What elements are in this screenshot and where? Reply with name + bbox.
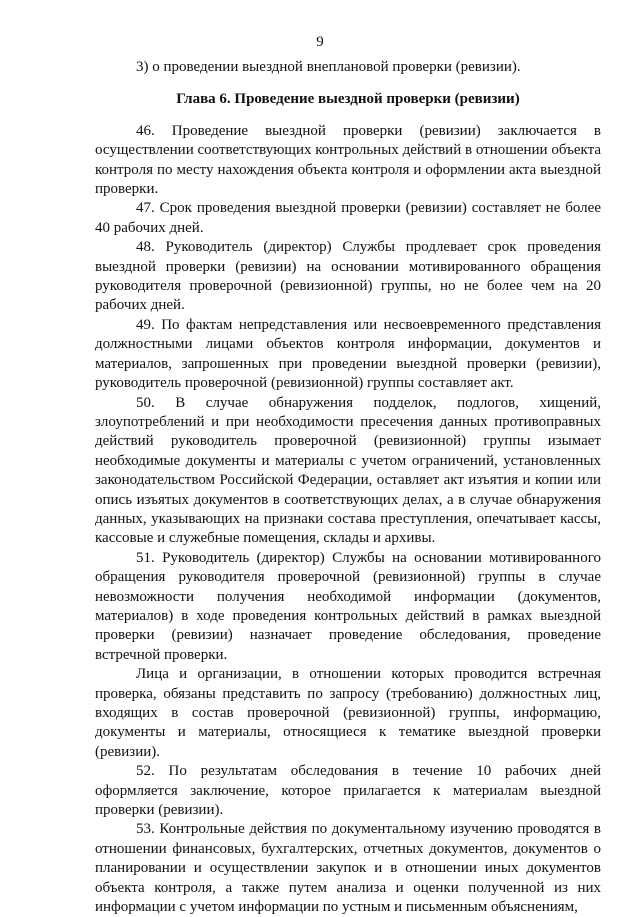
page-number: 9: [316, 34, 324, 50]
chapter-title: Глава 6. Проведение выездной проверки (ревизии): [176, 91, 520, 108]
paragraph-47: 47. Срок проведения выездной проверки (ревизии) составляет не более 40 рабочих дней.: [95, 200, 601, 236]
paragraph-51-continued: Лица и организации, в отношении которых проводится встречная проверка, обязаны представить по запросу (требованию) должностных лиц, входящих в состав проверочной (ревизионной) группы, информацию, документы и материалы, относящиеся к тематике выездной проверки (ревизии).: [95, 666, 601, 760]
intro-item: 3) о проведении выездной внеплановой проверки (ревизии).: [136, 59, 521, 75]
paragraph-51: 51. Руководитель (директор) Службы на основании мотивированного обращения руководителя проверочной (ревизионной) группы в случае невозможности получения необходимой информации (документов, материалов) в ходе проведения контрольных действий в рамках выездной проверки (ревизии) назначает проведение обследования, проведение встречной проверки.: [95, 549, 601, 663]
paragraph-52: 52. По результатам обследования в течение 10 рабочих дней оформляется заключение, которое прилагается к материалам выездной проверки (ревизии).: [95, 763, 601, 819]
paragraph-53: 53. Контрольные действия по документальному изучению проводятся в отношении финансовых, бухгалтерских, отчетных документов, документов о планировании и осуществлении закупок и в отношении иных документов объекта контроля, а также путем анализа и оценки полученной из них информации с учетом информации по устным и письменным объяснениям,: [95, 821, 601, 916]
paragraph-48: 48. Руководитель (директор) Службы продлевает срок проведения выездной проверки (ревизии) на основании мотивированного обращения руководителя проверочной (ревизионной) группы, но не более чем на 20 рабочих дней.: [95, 239, 601, 314]
paragraph-50: 50. В случае обнаружения подделок, подлогов, хищений, злоупотреблений и при необходимости пресечения данных противоправных действий руководитель проверочной (ревизионной) группы изымает необходимые документы и материалы с учетом ограничений, установленных законодательством Российской Федерации, оставляет акт изъятия и копии или опись изъятых документов в соответствующих делах, а в случае обнаружения данных, указывающих на признаки состава преступления, опечатывает кассы, кассовые и служебные помещения, склады и архивы.: [95, 394, 601, 547]
document-body: [95, 58, 601, 917]
paragraph-46: 46. Проведение выездной проверки (ревизии) заключается в осуществлении соответствующих контрольных действий в отношении объекта контроля по месту нахождения объекта контроля и оформлении акта выездной проверки.: [95, 122, 601, 198]
paragraph-49: 49. По фактам непредставления или несвоевременного представления должностными лицами объектов контроля информации, документов и материалов, запрошенных при проведении выездной проверки (ревизии), руководитель проверочной (ревизионной) группы составляет акт.: [95, 316, 601, 392]
